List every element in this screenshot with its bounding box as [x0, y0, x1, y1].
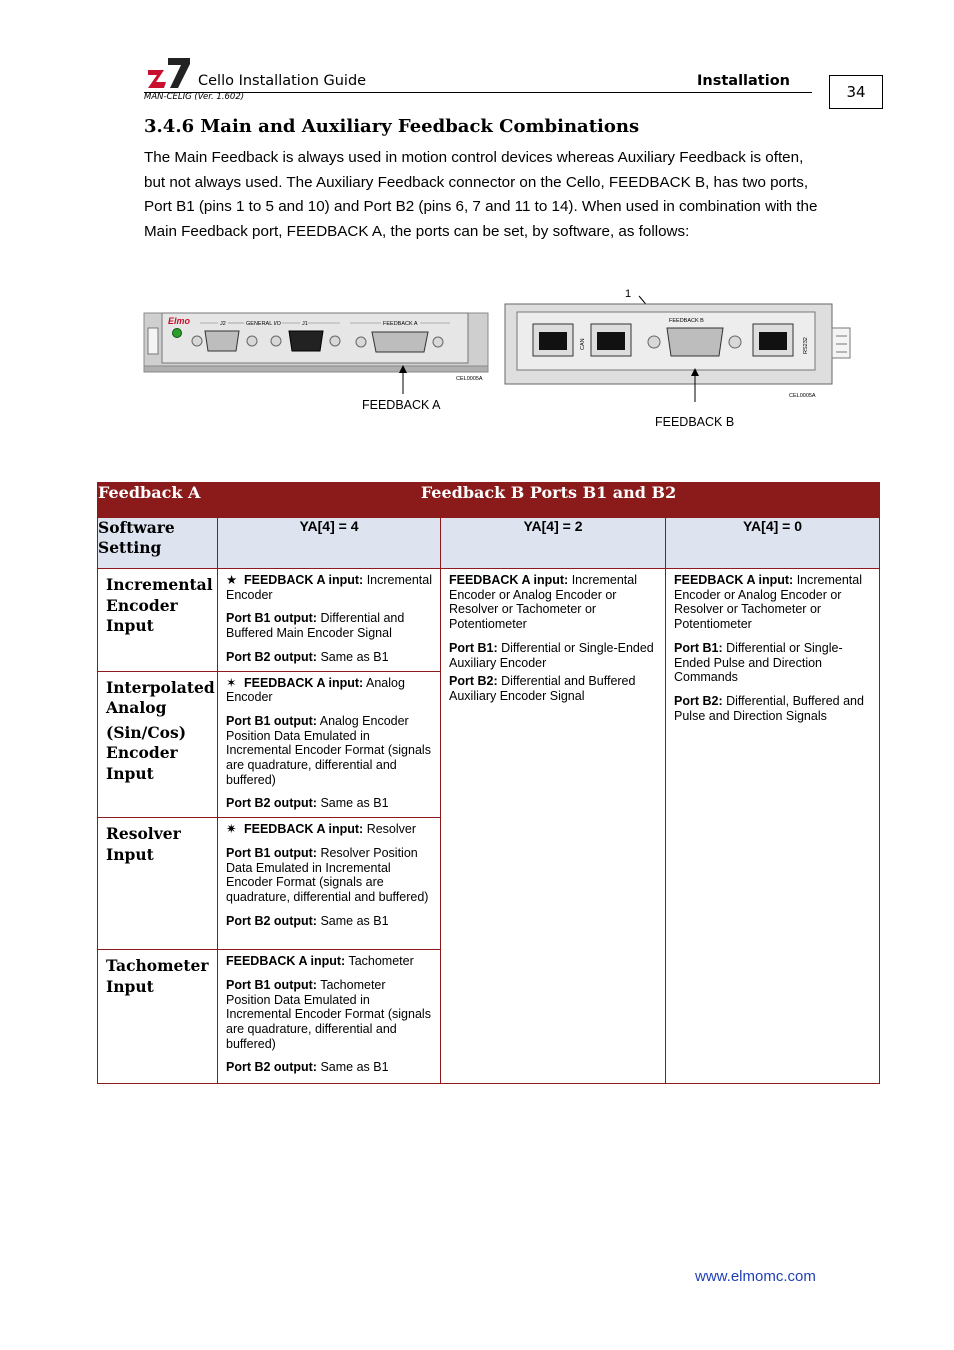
feedback-b-panel-label: FEEDBACK B — [669, 318, 704, 324]
intro-paragraph: The Main Feedback is always used in motion control devices whereas Auxiliary Feedback is often, but not always used. The Auxiliary Feedback connector on the Cello, FEEDBACK B, has two ports, Port B1 (pins 1 to 5 and 10) and Port B2 (pins 6, 7 and 11 to 14). When used in combination with the Main Feedback port, FEEDBACK A, the ports can be set, by software, as follows: — [144, 149, 818, 240]
setting-ya4-4: YA[4] = 4 — [218, 518, 441, 569]
star-icon: ★ — [226, 573, 238, 587]
elmo-logo-icon — [148, 58, 190, 88]
header-feedback-b: Feedback B Ports B1 and B2 — [218, 483, 880, 518]
eight-point-star-icon: ✷ — [226, 822, 237, 837]
j2-label: J2 — [220, 321, 226, 327]
section-title: Installation — [697, 73, 790, 89]
feedback-combinations-table — [97, 482, 880, 1084]
row-label-incremental: Incremental Encoder Input — [98, 569, 218, 672]
feedback-b-figure — [503, 284, 859, 402]
figure-code-right: CEL0005A — [789, 393, 816, 399]
cell-ya4-2: FEEDBACK A input: Incremental Encoder or Analog Encoder or Resolver or Tachometer or Potentiometer Port B1: Differential or Single-Ended Auxiliary Encoder Port B2: Differential and Buffered Auxiliary Encoder Signal — [441, 569, 666, 1084]
six-point-star-icon: ✶ — [226, 675, 237, 690]
general-io-label: GENERAL I/O — [246, 321, 281, 327]
feedback-a-figure — [140, 308, 496, 420]
cell-resolver: ✷ FEEDBACK A input: Resolver Port B1 output: Resolver Position Data Emulated in Incremental Encoder Format (signals are quadrature, differential and buffered) Port B2 output: Same as B1 — [218, 818, 441, 950]
page-number: 34 — [829, 75, 883, 109]
header-rule — [144, 92, 812, 93]
header-feedback-a: Feedback A — [98, 483, 218, 518]
elmo-brand: Elmo — [168, 316, 191, 326]
software-setting-label: Software Setting — [98, 518, 218, 569]
can-label: CAN — [580, 338, 586, 350]
setting-ya4-0: YA[4] = 0 — [666, 518, 880, 569]
table-row — [98, 569, 880, 672]
callout-feedback-a: FEEDBACK A — [362, 398, 441, 412]
j1-label: J1 — [302, 321, 308, 327]
doc-title: Cello Installation Guide — [198, 73, 367, 89]
cell-incremental: ★ FEEDBACK A input: Incremental Encoder Port B1 output: Differential and Buffered Main Encoder Signal Port B2 output: Same as B1 — [218, 569, 441, 672]
setting-ya4-2: YA[4] = 2 — [441, 518, 666, 569]
cell-tachometer: FEEDBACK A input: Tachometer Port B1 output: Tachometer Position Data Emulated in Incremental Encoder Format (signals are quadrature, differential and buffered) Port B2 output: Same as B1 — [218, 950, 441, 1084]
rs232-label: RS232 — [803, 337, 809, 354]
row-label-tachometer: Tachometer Input — [98, 950, 218, 1084]
settings-row — [98, 518, 880, 569]
row-label-resolver: Resolver Input — [98, 818, 218, 950]
callout-feedback-b: FEEDBACK B — [655, 415, 735, 429]
feedback-a-connector-icon — [372, 332, 428, 352]
footer-website-link[interactable]: www.elmomc.com — [695, 1268, 816, 1285]
j1-connector-icon — [289, 331, 323, 351]
figure-code-left: CEL0005A — [456, 376, 483, 382]
feedback-b-connector-icon — [667, 328, 723, 356]
cell-interpolated: ✶ FEEDBACK A input: Analog Encoder Port B1 output: Analog Encoder Position Data Emulated in Incremental Encoder Format (signals are quadrature, differential and buffered) Port B2 output: Same as B1 — [218, 671, 441, 818]
j2-connector-icon — [205, 331, 239, 351]
doc-version: MAN-CELIG (Ver. 1.602) — [144, 92, 245, 102]
feedback-a-panel-label: FEEDBACK A — [383, 321, 418, 327]
table-header-row — [98, 483, 880, 518]
cell-ya4-0: FEEDBACK A input: Incremental Encoder or Analog Encoder or Resolver or Tachometer or Potentiometer Port B1: Differential or Single-Ended Pulse and Direction Commands Port B2: Differential, Buffered and Pulse and Direction Signals — [666, 569, 880, 1084]
led-icon — [173, 329, 182, 338]
callout-number: 1 — [625, 288, 632, 300]
row-label-interpolated: Interpolated Analog (Sin/Cos) Encoder Input — [98, 671, 218, 818]
section-heading: 3.4.6 Main and Auxiliary Feedback Combinations — [144, 116, 640, 137]
